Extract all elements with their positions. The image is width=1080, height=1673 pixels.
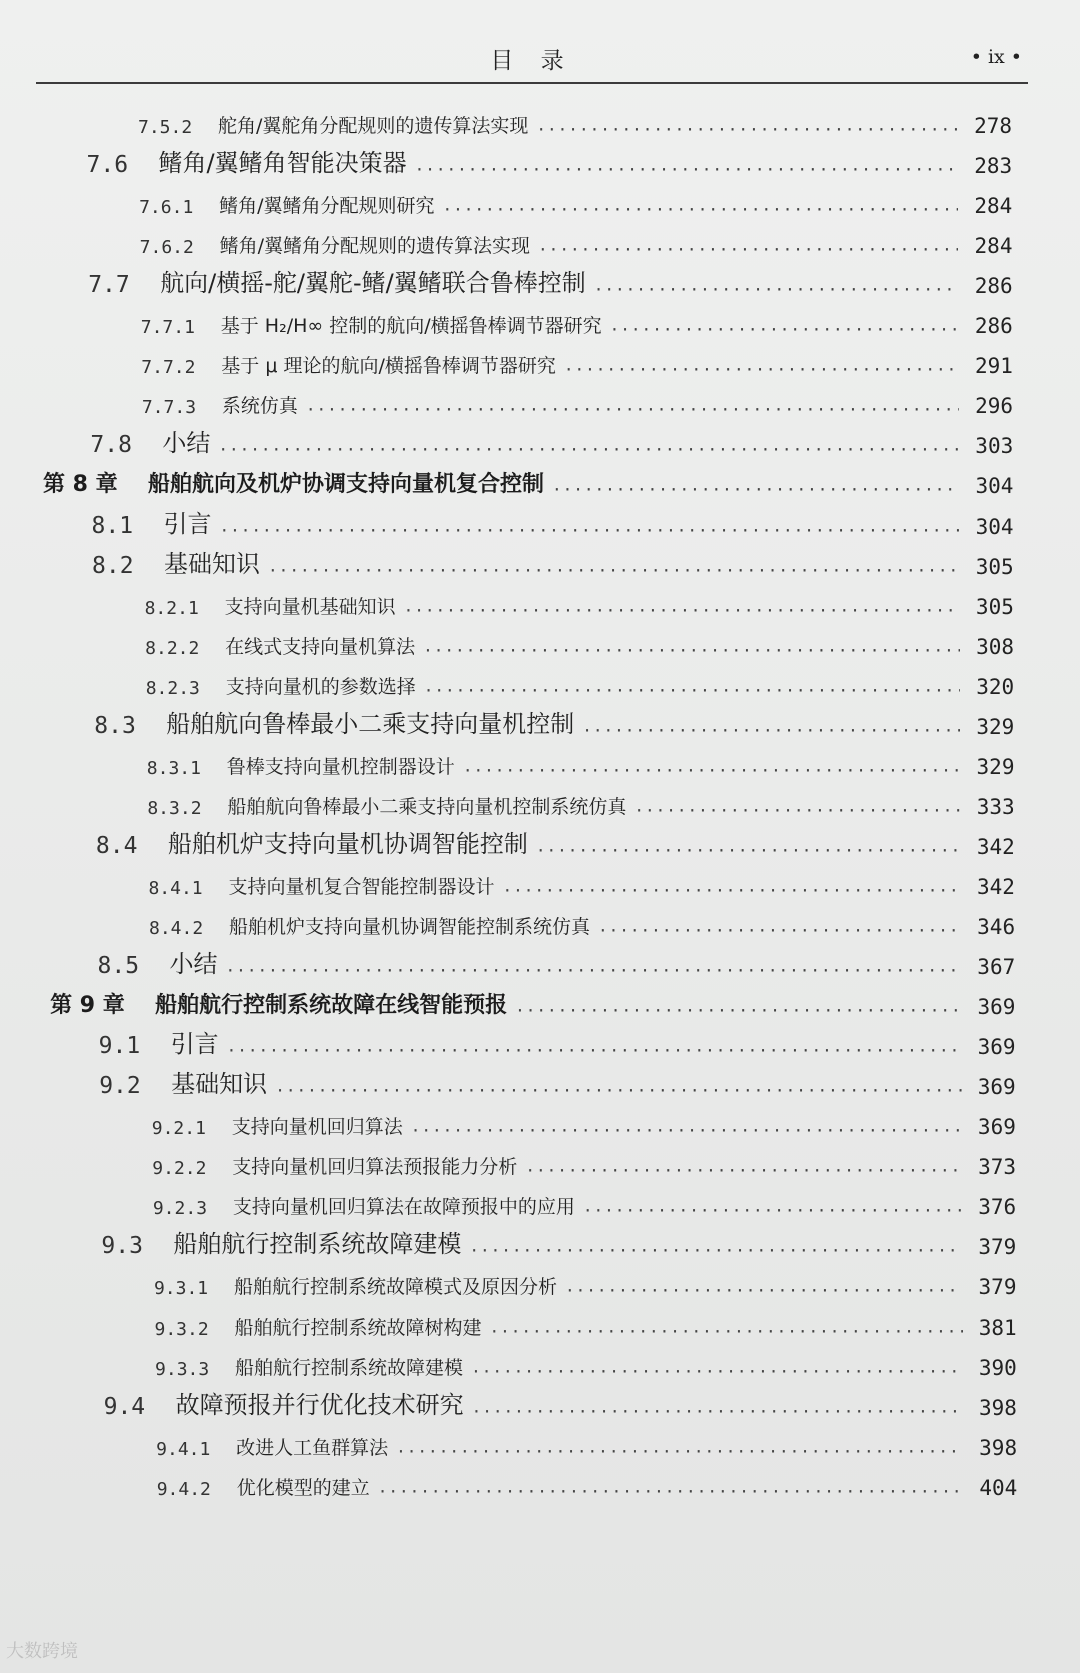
toc-page-number: 404 (979, 1475, 1018, 1500)
toc-section (94, 701, 1014, 739)
toc-page-number: 379 (978, 1275, 1017, 1300)
toc-page-number: 320 (976, 674, 1015, 699)
toc-number: 9.3 (101, 1233, 143, 1260)
toc-title: 鲁棒支持向量机控制器设计 (226, 755, 455, 778)
toc-number: 9.2.3 (152, 1198, 208, 1220)
toc-title: 支持向量机回归算法预报能力分析 (232, 1156, 518, 1179)
toc-subsection (148, 861, 1015, 899)
toc-page-number: 296 (975, 394, 1014, 419)
toc-page-number: 398 (979, 1435, 1018, 1460)
toc-subsection (157, 1462, 1018, 1500)
toc-title: 小结 (162, 429, 211, 458)
toc-leader-dots (565, 1283, 963, 1299)
toc-number: 8.3 (94, 712, 136, 739)
toc-number: 8.4.2 (149, 918, 204, 939)
toc-leader-dots (515, 1003, 961, 1019)
toc-page-number: 286 (974, 314, 1013, 339)
toc-page-number: 308 (976, 634, 1015, 659)
toc-leader-dots (378, 1484, 964, 1500)
toc-number: 7.6.2 (139, 237, 194, 259)
toc-leader-dots (525, 1163, 962, 1179)
toc-title: 船舶航向及机炉协调支持向量机复合控制 (147, 472, 544, 498)
toc-leader-dots (472, 1404, 963, 1420)
watermark: 大数跨境 (6, 1641, 78, 1662)
toc-subsection (145, 621, 1014, 659)
toc-number: 8.2 (92, 552, 134, 579)
toc-title: 船舶航向鲁棒最小二乘支持向量机控制 (166, 709, 575, 738)
toc-leader-dots (594, 282, 959, 298)
toc-section (92, 501, 1014, 539)
toc-leader-dots (220, 523, 960, 539)
toc-page-number: 333 (976, 794, 1015, 819)
toc-title: 系统仿真 (221, 395, 298, 418)
toc-title: 鳍角/翼鳍角智能决策器 (158, 149, 407, 178)
toc-section (90, 420, 1013, 458)
toc-subsection (152, 1101, 1016, 1139)
toc-number: 第 9 章 (50, 993, 125, 1019)
toc-page-number: 379 (978, 1235, 1017, 1260)
toc-subsection (140, 220, 1013, 258)
toc-number: 第 8 章 (42, 472, 118, 498)
toc-page-number: 369 (977, 995, 1016, 1020)
toc-leader-dots (268, 563, 960, 579)
toc-leader-dots (502, 883, 960, 899)
toc-number: 9.3.1 (153, 1278, 209, 1300)
toc-page-number: 283 (974, 154, 1013, 179)
toc-subsection (152, 1141, 1016, 1179)
toc-leader-dots (610, 322, 959, 338)
toc-page-number: 342 (977, 874, 1015, 899)
toc-page-number: 291 (975, 354, 1013, 379)
toc-number: 8.4.1 (148, 877, 203, 899)
toc-leader-dots (443, 202, 959, 218)
toc-number: 9.3.2 (154, 1318, 209, 1340)
toc-number: 7.7.1 (140, 317, 195, 339)
toc-leader-dots (469, 1243, 962, 1259)
toc-number: 9.4.2 (156, 1478, 211, 1500)
toc-leader-dots (582, 723, 960, 739)
toc-title: 支持向量机的参数选择 (225, 675, 416, 698)
toc-subsection (141, 340, 1013, 378)
toc-leader-dots (463, 763, 961, 779)
toc-number: 9.2.2 (152, 1158, 207, 1180)
toc-title: 基于 H₂/H∞ 控制的航向/横摇鲁棒调节器研究 (220, 315, 602, 338)
toc-title: 引言 (170, 1030, 219, 1059)
toc-section (92, 541, 1014, 579)
toc-page-number: 381 (978, 1315, 1017, 1340)
toc-number: 7.7 (88, 272, 130, 299)
toc-subsection (155, 1342, 1017, 1380)
toc-number: 9.3.3 (155, 1358, 210, 1380)
toc-number: 7.8 (90, 432, 132, 459)
toc-section (96, 821, 1015, 859)
toc-subsection (155, 1302, 1017, 1340)
toc-number: 9.2 (99, 1073, 141, 1100)
toc-title: 船舶航行控制系统故障建模 (235, 1356, 464, 1379)
toc-number: 7.5.2 (138, 117, 193, 138)
page-title: 目 录 (490, 48, 574, 74)
toc-page-number: 390 (978, 1355, 1017, 1380)
toc-leader-dots (227, 1043, 962, 1059)
toc-leader-dots (218, 442, 959, 458)
toc-number: 7.7.2 (141, 357, 196, 379)
toc-leader-dots (490, 1324, 963, 1340)
toc-number: 7.6 (86, 152, 129, 179)
toc-title: 在线式支持向量机算法 (225, 635, 416, 658)
toc-title: 故障预报并行优化技术研究 (175, 1390, 464, 1419)
toc-section (99, 1021, 1016, 1059)
toc-subsection (154, 1261, 1017, 1299)
toc-number: 9.2.1 (151, 1118, 206, 1140)
toc-leader-dots (634, 803, 960, 819)
toc-leader-dots (598, 923, 961, 939)
toc-number: 9.4.1 (156, 1438, 211, 1460)
toc-title: 基础知识 (171, 1070, 268, 1099)
toc-title: 基于 μ 理论的航向/横摇鲁棒调节器研究 (221, 355, 556, 378)
toc-number: 8.2.1 (144, 597, 199, 619)
toc-page-number: 286 (974, 274, 1013, 299)
toc-page-number: 369 (977, 1075, 1016, 1100)
toc-page-number: 284 (974, 194, 1013, 219)
toc-subsection (146, 661, 1014, 699)
toc-page-number: 304 (975, 514, 1014, 539)
toc-number: 7.7.3 (141, 397, 197, 419)
toc-section (104, 1382, 1017, 1420)
toc-subsection (139, 180, 1012, 218)
toc-subsection (145, 581, 1014, 619)
toc-title: 引言 (163, 509, 212, 538)
toc-title: 船舶航行控制系统故障在线智能预报 (155, 993, 508, 1019)
toc-title: 船舶航向鲁棒最小二乘支持向量机控制系统仿真 (227, 795, 627, 818)
toc-page-number: 398 (979, 1395, 1017, 1420)
toc-leader-dots (275, 1083, 962, 1099)
toc-subsection (147, 741, 1015, 779)
toc-leader-dots (583, 1203, 962, 1219)
toc-subsection (142, 380, 1013, 418)
toc-page-number: 278 (974, 114, 1012, 138)
toc-leader-dots (423, 643, 960, 659)
toc-page-number: 346 (977, 915, 1016, 939)
toc-page-number: 373 (978, 1155, 1017, 1180)
toc-title: 支持向量机复合智能控制器设计 (228, 875, 495, 898)
toc-title: 基础知识 (164, 549, 261, 578)
toc-leader-dots (306, 402, 959, 418)
toc-number: 8.3.1 (146, 757, 201, 779)
toc-subsection (147, 781, 1014, 819)
toc-subsection (138, 100, 1012, 138)
toc-subsection (153, 1181, 1016, 1219)
toc-section (98, 941, 1016, 979)
toc-subsection (149, 901, 1015, 939)
toc-number: 8.3.2 (147, 797, 202, 819)
toc-subsection (141, 300, 1013, 338)
toc-title: 支持向量机回归算法 (231, 1116, 403, 1139)
toc-page-number: 329 (976, 714, 1015, 739)
toc-number: 8.5 (97, 953, 140, 980)
toc-leader-dots (536, 843, 961, 859)
toc-number: 7.6.1 (139, 197, 194, 219)
toc-subsection (156, 1422, 1017, 1460)
toc-title: 船舶机炉支持向量机协调智能控制 (167, 829, 528, 858)
toc-number: 8.1 (91, 512, 134, 539)
toc-title: 船舶机炉支持向量机协调智能控制系统仿真 (229, 916, 591, 938)
toc-page-number: 303 (975, 434, 1014, 459)
toc-leader-dots (471, 1364, 963, 1380)
toc-title: 支持向量机基础知识 (224, 595, 396, 618)
toc-leader-dots (424, 683, 960, 699)
toc-page-number: 342 (976, 834, 1015, 859)
toc-leader-dots (538, 242, 958, 258)
toc-title: 船舶航行控制系统故障树构建 (234, 1316, 482, 1339)
toc-leader-dots (226, 963, 962, 979)
toc-title: 鳍角/翼鳍角分配规则的遗传算法实现 (219, 235, 531, 258)
toc-section (87, 140, 1013, 178)
toc-page-number: 369 (977, 1035, 1016, 1060)
toc-section (101, 1221, 1016, 1259)
toc-leader-dots (411, 1123, 962, 1139)
toc-number: 8.4 (95, 832, 138, 859)
toc-leader-dots (396, 1444, 963, 1460)
page-header (36, 34, 1028, 84)
toc-title: 优化模型的建立 (236, 1476, 370, 1499)
toc-title: 船舶航行控制系统故障建模 (173, 1230, 462, 1259)
toc-leader-dots (536, 122, 958, 138)
toc-page-number: 284 (974, 234, 1013, 259)
toc-leader-dots (552, 482, 959, 498)
toc-page-number: 305 (975, 554, 1014, 579)
toc-number: 8.2.3 (145, 677, 200, 699)
toc-page-number: 369 (977, 1115, 1016, 1140)
toc-title: 小结 (169, 950, 218, 979)
toc-number: 9.4 (103, 1393, 146, 1420)
toc-page-number: 367 (977, 955, 1016, 980)
toc-title: 舵角/翼舵角分配规则的遗传算法实现 (218, 115, 529, 137)
toc-title: 航向/横摇-舵/翼舵-鳍/翼鳍联合鲁棒控制 (160, 269, 586, 298)
toc-title: 支持向量机回归算法在故障预报中的应用 (232, 1196, 575, 1219)
toc-title: 鳍角/翼鳍角分配规则研究 (219, 195, 435, 218)
toc-title: 船舶航行控制系统故障模式及原因分析 (233, 1276, 557, 1299)
toc-number: 9.1 (98, 1033, 141, 1060)
toc-chapter (43, 460, 1013, 498)
toc-page-number: 329 (976, 754, 1015, 779)
toc-page-number: 376 (978, 1195, 1017, 1220)
toc-page-number: 304 (975, 474, 1014, 499)
toc-number: 8.2.2 (145, 637, 200, 659)
toc-leader-dots (404, 603, 960, 619)
toc-leader-dots (415, 162, 959, 178)
toc-page-number: 305 (975, 594, 1014, 619)
toc-leader-dots (564, 362, 959, 378)
toc-section (88, 260, 1012, 298)
toc-section (99, 1061, 1016, 1099)
page-number: • ix • (970, 46, 1022, 68)
toc-chapter (50, 981, 1015, 1019)
toc-title: 改进人工鱼群算法 (236, 1436, 389, 1459)
